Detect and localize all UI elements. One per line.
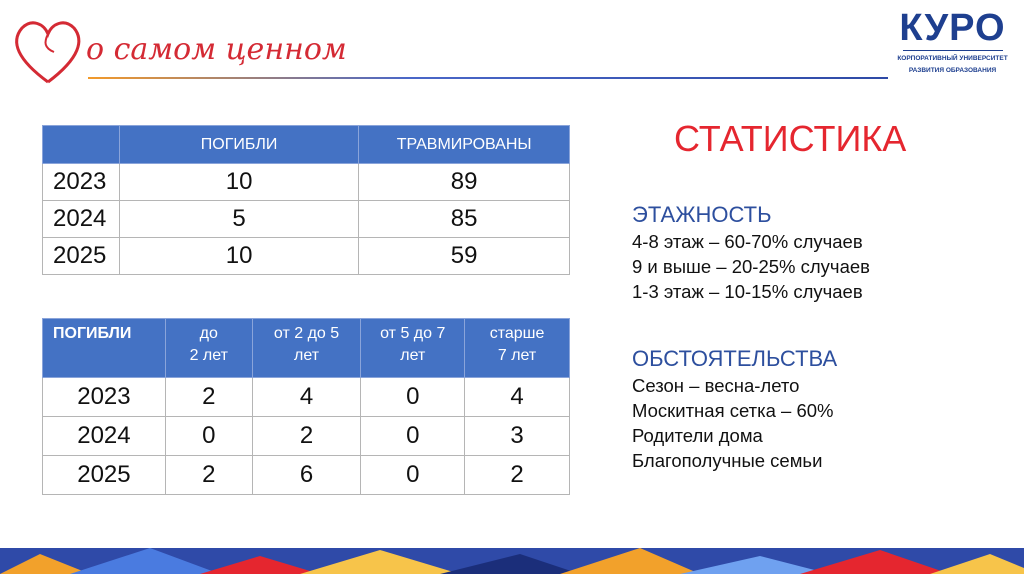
table-header-row xyxy=(43,319,570,378)
org-subtitle-1: КОРПОРАТИВНЫЙ УНИВЕРСИТЕТ xyxy=(897,55,1008,62)
deaths-by-age-table xyxy=(42,318,570,495)
floors-title: ЭТАЖНОСТЬ xyxy=(632,202,772,227)
dead-cell: 5 xyxy=(119,201,358,238)
year-cell: 2024 xyxy=(43,201,120,238)
heart-icon xyxy=(8,12,88,92)
circumstances-section xyxy=(632,345,837,473)
value-cell: 2 xyxy=(165,456,252,495)
table-row xyxy=(43,201,570,238)
table-row xyxy=(43,238,570,275)
decorative-footer-stripe xyxy=(0,548,1024,574)
circumstances-title: ОБСТОЯТЕЛЬСТВА xyxy=(632,346,838,371)
floors-line: 1-3 этаж – 10-15% случаев xyxy=(632,281,863,302)
org-title: КУРО xyxy=(899,7,1006,49)
header-cell-5-to-7: от 5 до 7 лет xyxy=(361,319,465,378)
floors-line: 9 и выше – 20-25% случаев xyxy=(632,256,870,277)
org-divider xyxy=(903,50,1003,51)
header-cell-injured: ТРАВМИРОВАНЫ xyxy=(359,126,570,164)
value-cell: 2 xyxy=(252,417,361,456)
header-cell-2-to-5: от 2 до 5 лет xyxy=(252,319,361,378)
floors-line: 4-8 этаж – 60-70% случаев xyxy=(632,231,863,252)
value-cell: 4 xyxy=(465,378,570,417)
year-cell: 2025 xyxy=(43,456,166,495)
value-cell: 0 xyxy=(361,417,465,456)
value-cell: 2 xyxy=(165,378,252,417)
value-cell: 2 xyxy=(465,456,570,495)
circumstances-line: Сезон – весна-лето xyxy=(632,375,800,396)
value-cell: 3 xyxy=(465,417,570,456)
dead-cell: 10 xyxy=(119,238,358,275)
table-row xyxy=(43,417,570,456)
injured-cell: 89 xyxy=(359,164,570,201)
floors-section xyxy=(632,201,870,304)
injured-cell: 59 xyxy=(359,238,570,275)
year-cell: 2023 xyxy=(43,164,120,201)
table-row xyxy=(43,456,570,495)
casualties-table xyxy=(42,125,570,275)
circumstances-line: Благополучные семьи xyxy=(632,450,823,471)
year-cell: 2025 xyxy=(43,238,120,275)
brand-logo xyxy=(8,12,347,82)
value-cell: 0 xyxy=(361,378,465,417)
injured-cell: 85 xyxy=(359,201,570,238)
org-subtitle-2: РАЗВИТИЯ ОБРАЗОВАНИЯ xyxy=(908,67,997,74)
circumstances-line: Родители дома xyxy=(632,425,763,446)
dead-cell: 10 xyxy=(119,164,358,201)
table-row xyxy=(43,378,570,417)
value-cell: 0 xyxy=(165,417,252,456)
value-cell: 0 xyxy=(361,456,465,495)
header-cell-year xyxy=(43,126,120,164)
year-cell: 2024 xyxy=(43,417,166,456)
circumstances-line: Москитная сетка – 60% xyxy=(632,400,834,421)
table-row xyxy=(43,164,570,201)
table-header-row xyxy=(43,126,570,164)
header-divider xyxy=(88,77,888,79)
value-cell: 4 xyxy=(252,378,361,417)
header-cell-over-7: старше 7 лет xyxy=(465,319,570,378)
year-cell: 2023 xyxy=(43,378,166,417)
value-cell: 6 xyxy=(252,456,361,495)
header-cell-dead: ПОГИБЛИ xyxy=(43,319,166,378)
header-cell-dead: ПОГИБЛИ xyxy=(119,126,358,164)
brand-text: о самом ценном xyxy=(86,32,347,67)
statistics-title: СТАТИСТИКА xyxy=(674,118,907,159)
org-logo xyxy=(885,8,1020,75)
header-cell-under-2: до 2 лет xyxy=(165,319,252,378)
